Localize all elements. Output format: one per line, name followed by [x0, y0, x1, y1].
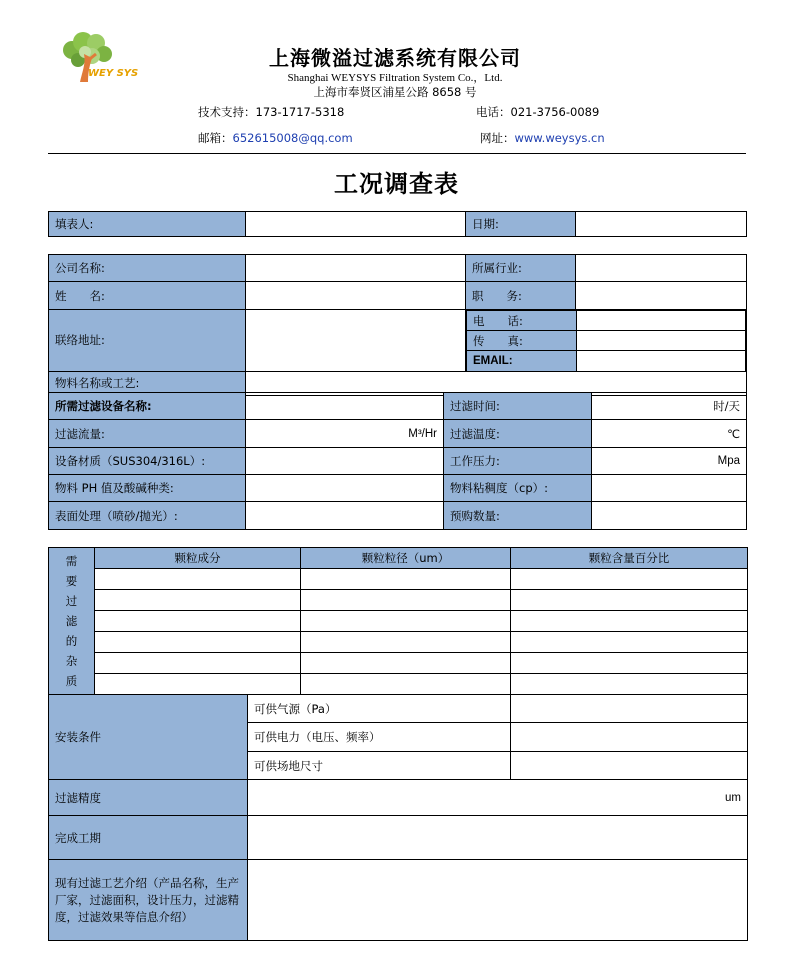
air-source-input[interactable]	[511, 695, 748, 723]
temp-unit[interactable]: ℃	[592, 420, 747, 448]
address-input[interactable]	[246, 310, 466, 372]
filler-label: 填表人:	[49, 212, 246, 237]
particle-size-cell[interactable]	[301, 674, 511, 695]
filter-time-label: 过滤时间:	[444, 393, 592, 420]
side-char: 滤	[65, 614, 78, 628]
pressure-label: 工作压力:	[444, 448, 592, 475]
viscosity-label: 物料粘稠度（cp）:	[444, 475, 592, 502]
particle-percentage-cell[interactable]	[511, 611, 748, 632]
surface-label: 表面处理（喷砂/抛光）:	[49, 502, 246, 530]
filler-input[interactable]	[246, 212, 466, 237]
industry-input[interactable]	[576, 255, 747, 282]
address-label: 联络地址:	[49, 310, 246, 372]
phone	[476, 104, 599, 120]
material-name-label: 物料名称或工艺:	[49, 371, 246, 395]
tel-label: 电 话:	[467, 311, 577, 331]
flow-unit[interactable]: M³/Hr	[246, 420, 444, 448]
process-description-label: 现有过滤工艺介绍（产品名称，生产厂家，过滤面积，设计压力，过滤精度，过滤效果等信息介绍）	[49, 860, 248, 941]
power-label: 可供电力（电压、频率）	[248, 723, 511, 752]
company-name-cn: 上海微溢过滤系统有限公司	[269, 46, 521, 70]
particle-composition-cell[interactable]	[95, 590, 301, 611]
company-name-en: Shanghai WEYSYS Filtration System Co.，Ltd.	[287, 72, 503, 84]
viscosity-input[interactable]	[592, 475, 747, 502]
fax-label: 传 真:	[467, 331, 577, 351]
position-input[interactable]	[576, 282, 747, 310]
tel-input[interactable]	[577, 311, 746, 331]
particle-percentage-cell[interactable]	[511, 590, 748, 611]
particle-size-cell[interactable]	[301, 653, 511, 674]
name-label: 姓 名:	[49, 282, 246, 310]
header-particle-composition: 颗粒成分	[95, 548, 301, 569]
flow-label: 过滤流量:	[49, 420, 246, 448]
particle-size-cell[interactable]	[301, 611, 511, 632]
filler-table	[48, 211, 747, 237]
quantity-input[interactable]	[592, 502, 747, 530]
date-label: 日期:	[466, 212, 576, 237]
install-conditions-label: 安装条件	[49, 695, 248, 780]
website-link[interactable]: www.weysys.cn	[514, 131, 605, 145]
company-name-input[interactable]	[246, 255, 466, 282]
equipment-table	[48, 392, 747, 530]
logo-text: WEY SYS	[88, 68, 139, 79]
industry-label: 所属行业:	[466, 255, 576, 282]
particle-composition-cell[interactable]	[95, 632, 301, 653]
site-size-label: 可供场地尺寸	[248, 752, 511, 780]
site-size-input[interactable]	[511, 752, 748, 780]
website	[480, 130, 605, 146]
particle-size-cell[interactable]	[301, 632, 511, 653]
name-input[interactable]	[246, 282, 466, 310]
particle-size-cell[interactable]	[301, 569, 511, 590]
power-input[interactable]	[511, 723, 748, 752]
surface-input[interactable]	[246, 502, 444, 530]
side-char: 要	[65, 574, 78, 588]
company-info-table	[48, 254, 747, 396]
side-char: 过	[65, 594, 78, 608]
particle-percentage-cell[interactable]	[511, 674, 748, 695]
header-particle-percentage: 颗粒含量百分比	[511, 548, 748, 569]
ph-label: 物料 PH 值及酸碱种类:	[49, 475, 246, 502]
air-source-label: 可供气源（Pa）	[248, 695, 511, 723]
completion-label: 完成工期	[49, 816, 248, 860]
particle-size-cell[interactable]	[301, 590, 511, 611]
phone-label: 电话：	[476, 105, 511, 119]
tech-support-label: 技术支持：	[198, 105, 256, 119]
date-input[interactable]	[576, 212, 747, 237]
particle-percentage-cell[interactable]	[511, 569, 748, 590]
impurities-side-label	[49, 548, 95, 695]
company-logo	[58, 30, 148, 90]
side-char: 需	[65, 554, 78, 568]
header-divider	[48, 153, 746, 154]
particle-percentage-cell[interactable]	[511, 653, 748, 674]
phone-value: 021-3756-0089	[510, 105, 600, 119]
filter-time-unit[interactable]: 时/天	[592, 393, 747, 420]
fax-input[interactable]	[577, 331, 746, 351]
tech-support	[198, 104, 344, 120]
particle-composition-cell[interactable]	[95, 611, 301, 632]
side-char: 的	[65, 634, 78, 648]
form-title: 工况调查表	[334, 169, 459, 198]
material-label: 设备材质（SUS304/316L）:	[49, 448, 246, 475]
particle-composition-cell[interactable]	[95, 653, 301, 674]
equipment-name-label: 所需过滤设备名称:	[49, 393, 246, 420]
precision-unit[interactable]: um	[248, 780, 748, 816]
impurities-table	[48, 547, 748, 941]
company-name-label: 公司名称:	[49, 255, 246, 282]
particle-percentage-cell[interactable]	[511, 632, 748, 653]
email-link[interactable]: 652615008@qq.com	[232, 131, 353, 145]
equipment-name-input[interactable]	[246, 393, 444, 420]
email	[198, 130, 353, 146]
process-description-input[interactable]	[248, 860, 748, 941]
filter-temp-label: 过滤温度:	[444, 420, 592, 448]
email-label: 邮箱：	[198, 131, 233, 145]
tree-logo-icon	[58, 30, 148, 90]
side-char: 质	[65, 674, 78, 688]
ph-input[interactable]	[246, 475, 444, 502]
position-label: 职 务:	[466, 282, 576, 310]
particle-composition-cell[interactable]	[95, 569, 301, 590]
contact-cell	[466, 310, 747, 372]
website-label: 网址：	[480, 131, 515, 145]
company-address: 上海市奉贤区浦星公路 8658 号	[313, 85, 477, 99]
tech-support-value: 173-1717-5318	[255, 105, 345, 119]
quantity-label: 预购数量:	[444, 502, 592, 530]
header-particle-size: 颗粒粒径（um）	[301, 548, 511, 569]
material-input[interactable]	[246, 448, 444, 475]
email-field-label: EMAIL:	[467, 351, 577, 371]
completion-input[interactable]	[248, 816, 748, 860]
pressure-unit[interactable]: Mpa	[592, 448, 747, 475]
side-char: 杂	[65, 654, 78, 668]
precision-label: 过滤精度	[49, 780, 248, 816]
email-input[interactable]	[577, 351, 746, 371]
particle-composition-cell[interactable]	[95, 674, 301, 695]
